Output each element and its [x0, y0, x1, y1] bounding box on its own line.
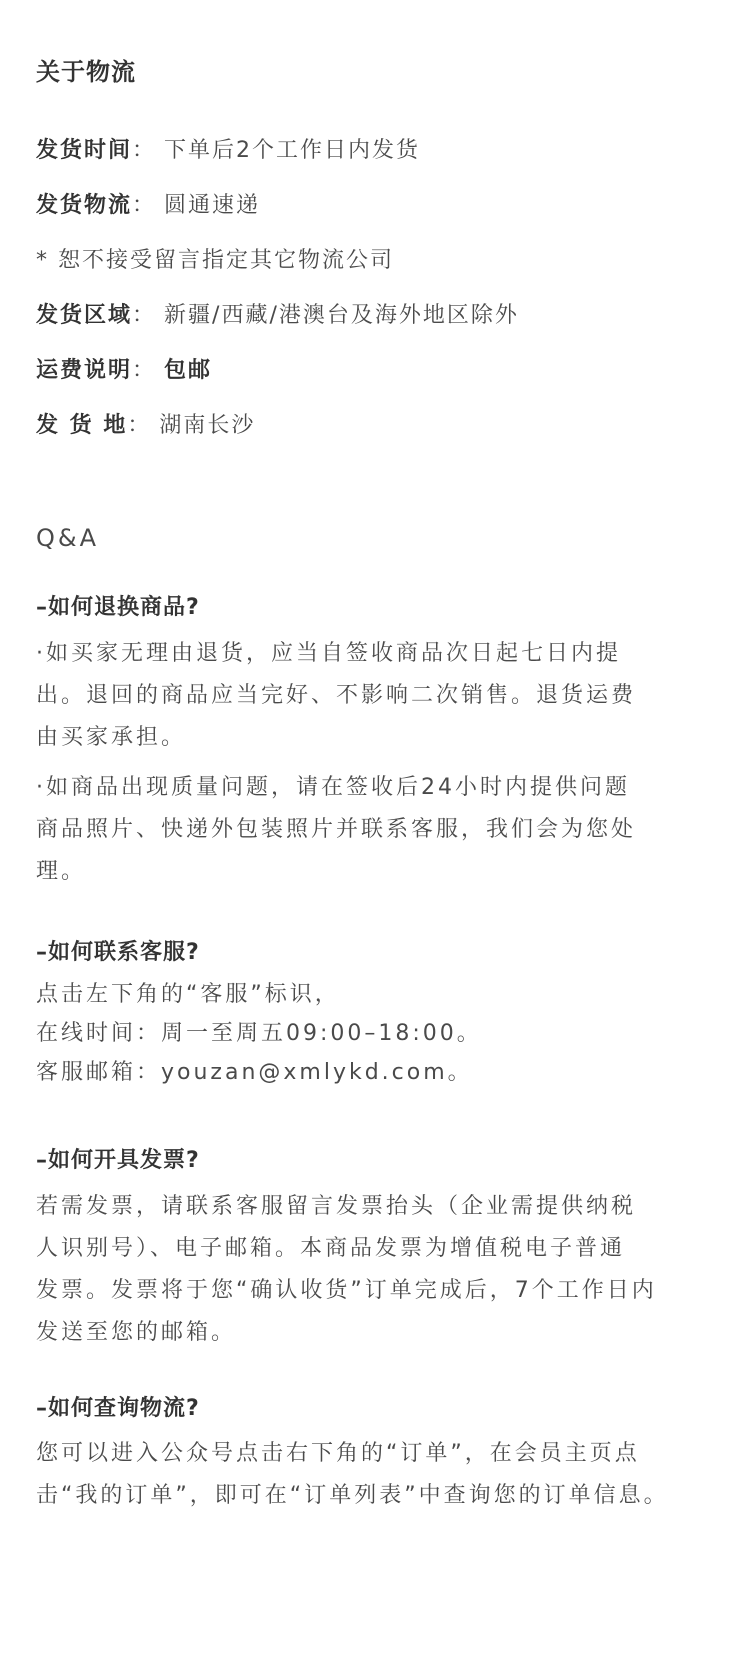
shipping-fee-value: 包邮 — [164, 358, 213, 383]
text-line: 发票。发票将于您“确认收货”订单完成后，7个工作日内 — [36, 1278, 657, 1303]
shipping-fee-row — [36, 356, 212, 386]
courier-label: 发货物流 — [36, 193, 133, 218]
ship-origin-value: 湖南长沙 — [159, 413, 256, 438]
answer-contact — [36, 975, 696, 1092]
question-returns: –如何退换商品? — [36, 595, 200, 620]
ship-region-sep: ： — [132, 303, 157, 328]
courier-value: 圆通速递 — [164, 193, 261, 218]
ship-origin-row — [36, 411, 255, 441]
ship-time-row — [36, 136, 420, 166]
ship-region-label: 发货区域 — [36, 303, 133, 328]
text-line: 客服邮箱：youzan@xmlykd.com。 — [36, 1060, 473, 1085]
courier-row — [36, 191, 260, 221]
text-line: 在线时间：周一至周五09:00–18:00。 — [36, 1021, 482, 1046]
ship-origin-sep: ： — [127, 413, 152, 438]
text-line: 若需发票，请联系客服留言发票抬头（企业需提供纳税 — [36, 1194, 637, 1219]
text-line: 击“我的订单”，即可在“订单列表”中查询您的订单信息。 — [36, 1483, 669, 1508]
qa-heading: Q&A — [36, 524, 100, 552]
answer-invoice — [36, 1186, 696, 1354]
answer-returns-p2 — [36, 767, 696, 893]
ship-origin-label: 发 货 地 — [36, 413, 128, 438]
text-line: 发送至您的邮箱。 — [36, 1320, 237, 1345]
text-line: 出。退回的商品应当完好、不影响二次销售。退货运费 — [36, 683, 637, 708]
ship-region-value: 新疆/西藏/港澳台及海外地区除外 — [164, 303, 519, 328]
answer-tracking — [36, 1433, 696, 1517]
question-contact: –如何联系客服? — [36, 940, 200, 965]
text-line: 理。 — [36, 859, 87, 884]
text-line: ·如商品出现质量问题，请在签收后24小时内提供问题 — [36, 775, 630, 800]
text-line: 商品照片、快递外包装照片并联系客服，我们会为您处 — [36, 817, 637, 842]
logistics-heading: 关于物流 — [36, 58, 136, 86]
text-line: ·如买家无理由退货，应当自签收商品次日起七日内提 — [36, 641, 621, 666]
courier-note: * 恕不接受留言指定其它物流公司 — [36, 248, 394, 273]
text-line: 由买家承担。 — [36, 725, 187, 750]
ship-time-sep: ： — [132, 138, 157, 163]
ship-region-row — [36, 301, 519, 331]
ship-time-value: 下单后2个工作日内发货 — [164, 138, 421, 163]
question-invoice: –如何开具发票? — [36, 1148, 200, 1173]
answer-returns-p1 — [36, 633, 696, 759]
shipping-fee-sep: ： — [132, 358, 157, 383]
text-line: 人识别号）、电子邮箱。本商品发票为增值税电子普通 — [36, 1236, 626, 1261]
question-tracking: –如何查询物流? — [36, 1396, 200, 1421]
text-line: 您可以进入公众号点击右下角的“订单”，在会员主页点 — [36, 1441, 640, 1466]
text-line: 点击左下角的“客服”标识， — [36, 982, 340, 1007]
shipping-fee-label: 运费说明 — [36, 358, 133, 383]
ship-time-label: 发货时间 — [36, 138, 133, 163]
courier-sep: ： — [132, 193, 157, 218]
